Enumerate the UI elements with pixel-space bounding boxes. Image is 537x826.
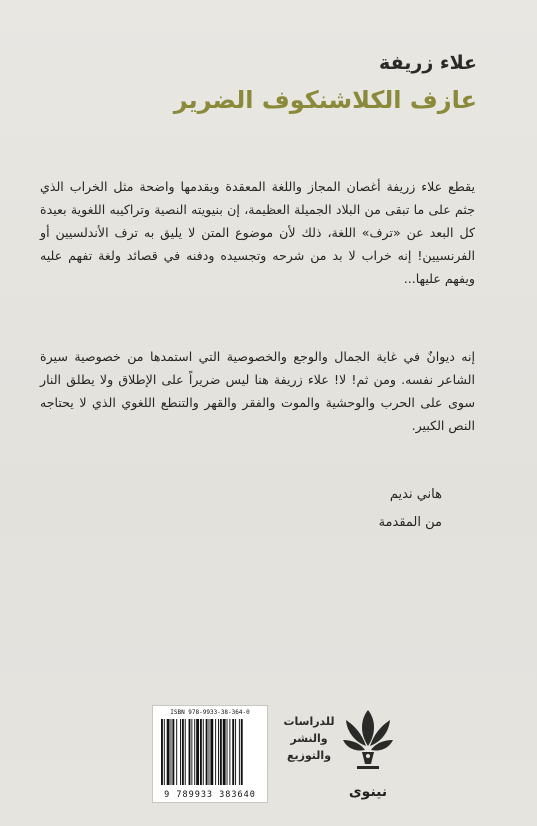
publisher-line-2: والنشر [290, 732, 328, 745]
isbn-barcode [152, 705, 268, 803]
blurb-paragraph-2: إنه ديوانٌ في غاية الجمال والوجع والخصوصية التي استمدها من خصوصية سيرة الشاعر نفسه. ومن ثم! لا! علاء زريفة هنا ليس ضريراً على الإطلاق ولا يطلق النار سوى على الحرب والوحشية والموت والفقر والقهر والتنطع اللغوي الذي لا يحتاجه النص الكبير. [40, 349, 475, 433]
barcode-bars [161, 719, 259, 785]
barcode-digits: 9 789933 383640 [164, 790, 256, 800]
publisher-line-3: والتوزيع [286, 749, 332, 762]
publisher-name: نينوى [348, 784, 388, 800]
book-title: عازف الكلاشنكوف الضرير [173, 86, 477, 114]
signature-name: هاني نديم [389, 487, 442, 502]
publisher-line-1: للدراسات [283, 715, 335, 728]
isbn-label: ISBN 978-9933-38-364-0 [170, 709, 250, 716]
publisher-tagline [282, 713, 336, 764]
author-name: علاء زريفة [379, 52, 477, 74]
blurb-paragraph-1: يقطع علاء زريفة أغصان المجاز واللغة المعقدة ويقدمها واضحة مثل الخراب الذي جثم على ما تبقى من البلاد الجميلة العظيمة، إن بنيويته النصية وتراكيبه اللغوية بعيدة كل البعد عن «ترف» اللغة، ذلك لأن موضوع المتن لا يليق به ترف الأندلسيين أو الفرنسيين! إنه خراب لا بد من شرحه وتجسيده ودفنه في قصائد ولغة تفهم عليه ويفهم عليها... [40, 179, 475, 286]
signature-source: من المقدمة [378, 515, 442, 530]
lotus-flower-icon [343, 706, 393, 776]
publisher-logo [343, 706, 393, 800]
